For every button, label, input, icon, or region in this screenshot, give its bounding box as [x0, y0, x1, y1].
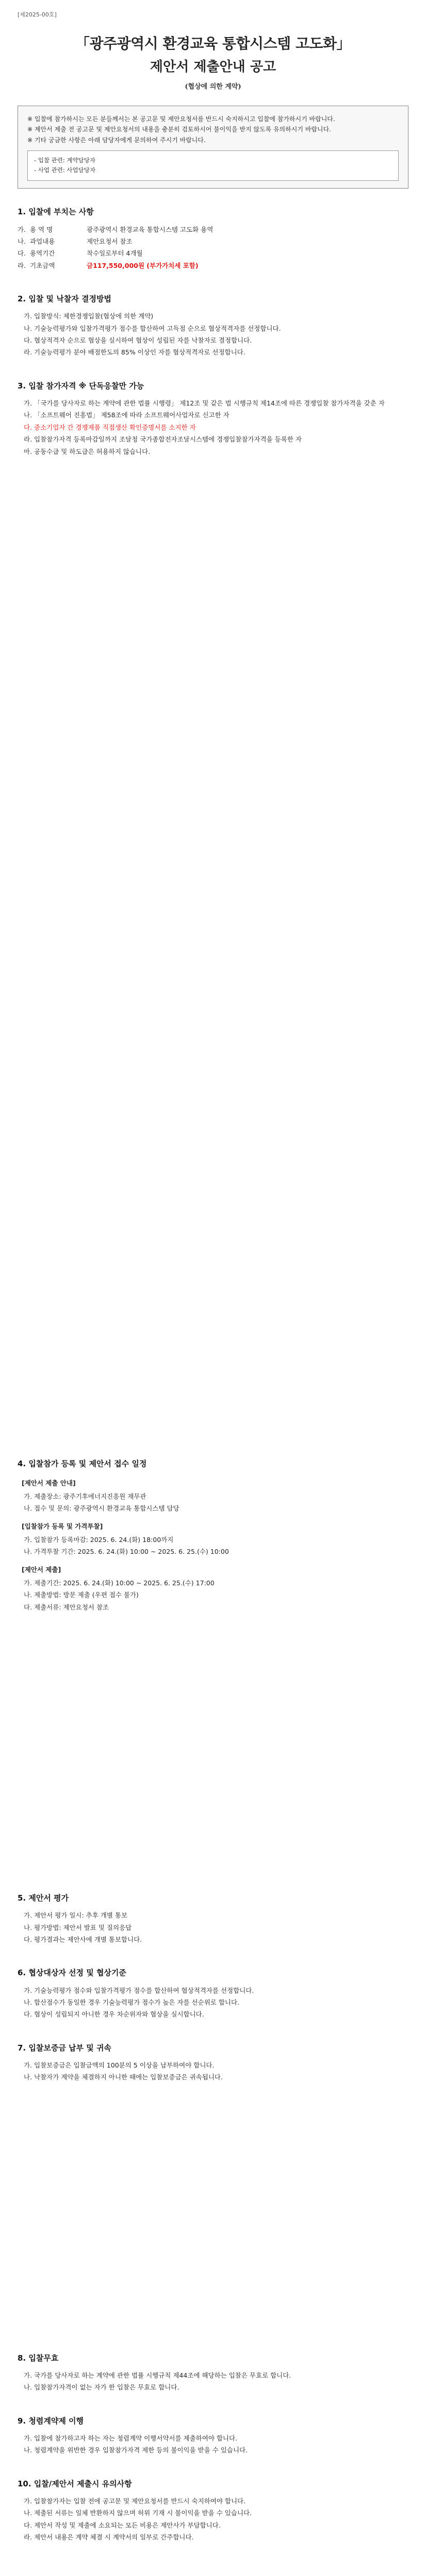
document-title [18, 32, 408, 92]
paragraph: 가. 기술능력평가 점수와 입찰가격평가 점수를 합산하여 협상적격자를 선정합니다. [24, 1986, 254, 1994]
section-heading: 4. 입찰참가 등록 및 제안서 접수 일정 [18, 1459, 147, 1468]
paragraph: 나. 입찰참가자격이 없는 자가 한 입찰은 무효로 합니다. [24, 2383, 179, 2392]
paragraph: 라. 제안서 내용은 계약 체결 시 계약서의 일부로 간주합니다. [24, 2533, 194, 2541]
section-heading: 3. 입찰 참가자격 ※ 단독응찰만 가능 [18, 381, 144, 391]
notice-line: ※ 기타 궁금한 사항은 아래 담당자에게 문의하여 주시기 바랍니다. [27, 137, 206, 144]
section-5 [18, 1892, 408, 1944]
paragraph: 나. 청렴계약을 위반한 경우 입찰참가자격 제한 등의 불이익을 받을 수 있습니다. [24, 2446, 248, 2454]
section-heading: 6. 협상대상자 선정 및 협상기준 [18, 1968, 126, 1978]
paragraph: 가. 제출기간: 2025. 6. 24.(화) 10:00 ~ 2025. 6. 25.(수) 17:00 [24, 1579, 215, 1587]
doc-label: [제2025-00호] [18, 11, 57, 18]
paragraph: 다. 협상이 성립되지 아니한 경우 차순위자와 협상을 실시합니다. [24, 2010, 204, 2019]
section-6 [18, 1967, 408, 2019]
paragraph: 나. 낙찰자가 계약을 체결하지 아니한 때에는 입찰보증금은 귀속됩니다. [24, 2073, 223, 2081]
paragraph: 나. 평가방법: 제안서 발표 및 질의응답 [24, 1923, 132, 1931]
section-heading: 10. 입찰/제안서 제출시 유의사항 [18, 2479, 132, 2488]
section-heading: 9. 청렴계약제 이행 [18, 2416, 84, 2426]
page-spacer [18, 2565, 408, 2576]
sub-heading: [제안서 제출] [22, 1566, 61, 1574]
section-1 [18, 206, 408, 270]
paragraph: 다. 평가결과는 제안사에 개별 통보합니다. [24, 1935, 142, 1943]
section-heading: 1. 입찰에 부치는 사항 [18, 207, 94, 217]
paragraph: 마. 공동수급 및 하도급은 허용하지 않습니다. [24, 447, 151, 455]
contact-line: - 사업 관련: 사업담당자 [34, 166, 95, 174]
paragraph: 나. 기술능력평가와 입찰가격평가 점수를 합산하여 고득점 순으로 협상적격자를 선정합니다. [24, 324, 281, 332]
paragraph: 가. 「국가를 당사자로 하는 계약에 관한 법률 시행령」 제12조 및 같은 법 시행규칙 제14조에 따른 경쟁입찰 참가자격을 갖춘 자 [24, 399, 385, 408]
info-row: 나. 과업내용 제안요청서 참조 [18, 237, 133, 245]
paragraph: 나. 제출방법: 방문 제출 (우편 접수 불가) [24, 1591, 139, 1599]
title-main: 「광주광역시 환경교육 통합시스템 고도화」 [75, 35, 351, 53]
title-type: (협상에 의한 계약) [185, 82, 241, 91]
title-sub: 제안서 제출안내 공고 [150, 59, 276, 75]
paragraph: 나. 가격투찰 기간: 2025. 6. 24.(화) 10:00 ~ 2025. 6. 25.(수) 10:00 [24, 1548, 229, 1556]
section-7 [18, 2042, 408, 2082]
paragraph: 가. 제안서 평가 일시: 추후 개별 통보 [24, 1911, 128, 1920]
paragraph: 나. 「소프트웨어 진흥법」 제58조에 따라 소프트웨어사업자로 신고한 자 [24, 411, 230, 419]
paragraph: 가. 입찰방식: 제한경쟁입찰(협상에 의한 계약) [24, 312, 154, 320]
paragraph: 가. 입찰참가자는 입찰 전에 공고문 및 제안요청서를 반드시 숙지하여야 합니다. [24, 2497, 246, 2505]
section-heading: 5. 제안서 평가 [18, 1893, 69, 1903]
sub-heading: [제안서 제출 안내] [22, 1479, 76, 1487]
contact-line: - 입찰 관련: 계약담당자 [34, 156, 95, 164]
notice-box [18, 106, 408, 189]
page-spacer [18, 2105, 408, 2352]
info-row: 다. 용역기간 착수일로부터 4개월 [18, 249, 143, 258]
paragraph: 다. 제출서류: 제안요청서 참조 [24, 1603, 109, 1611]
sub-heading: [입찰참가 등록 및 가격투찰] [22, 1522, 103, 1531]
section-2 [18, 293, 408, 358]
paragraph: 다. 협상적격자 순으로 협상을 실시하여 협상이 성립된 자를 낙찰자로 결정합니다. [24, 336, 252, 345]
paragraph: 가. 입찰참가 등록마감: 2025. 6. 24.(화) 18:00까지 [24, 1535, 174, 1544]
section-heading: 7. 입찰보증금 납부 및 귀속 [18, 2043, 111, 2053]
notice-line: ※ 입찰에 참가하시는 모든 분들께서는 본 공고문 및 제안요청서를 반드시 숙지하시고 입찰에 참가하시기 바랍니다. [27, 115, 335, 123]
info-row: 라. 기초금액 금117,550,000원 (부가가치세 포함) [18, 261, 199, 269]
section-9 [18, 2415, 408, 2455]
section-4 [18, 1458, 408, 1612]
contact-box [27, 150, 399, 181]
paragraph: 가. 입찰보증금은 입찰금액의 100분의 5 이상을 납부하여야 합니다. [24, 2061, 215, 2069]
paragraph: 라. 기술능력평가 분야 배점한도의 85% 이상인 자를 협상적격자로 선정합니다. [24, 348, 245, 357]
paragraph: 나. 제출된 서류는 일체 반환하지 않으며 허위 기재 시 불이익을 받을 수 있습니다. [24, 2509, 252, 2517]
paragraph: 라. 입찰참가자격 등록마감일까지 조달청 국가종합전자조달시스템에 경쟁입찰참가자격을 등록한 자 [24, 435, 302, 444]
paragraph: 나. 합산점수가 동일한 경우 기술능력평가 점수가 높은 자를 선순위로 합니다. [24, 1998, 240, 2006]
page-spacer [18, 479, 408, 1458]
section-3 [18, 380, 408, 456]
section-8 [18, 2352, 408, 2393]
section-heading: 2. 입찰 및 낙찰자 결정방법 [18, 294, 111, 304]
section-10 [18, 2478, 408, 2543]
paragraph: 나. 접수 및 문의: 광주광역시 환경교육 통합시스템 담당 [24, 1504, 179, 1512]
notice-line: ※ 제안서 제출 전 공고문 및 제안요청서의 내용을 충분히 검토하시어 불이익을 받지 않도록 유의하시기 바랍니다. [27, 126, 331, 133]
page-spacer [18, 1635, 408, 1892]
paragraph: 가. 입찰에 참가하고자 하는 자는 청렴계약 이행서약서를 제출하여야 합니다. [24, 2434, 238, 2442]
section-heading: 8. 입찰무효 [18, 2353, 59, 2363]
paragraph: 다. 제안서 작성 및 제출에 소요되는 모든 비용은 제안사가 부담합니다. [24, 2521, 221, 2529]
paragraph: 다. 중소기업자 간 경쟁제품 직접생산 확인증명서를 소지한 자 [24, 423, 196, 431]
info-row: 가. 용 역 명 광주광역시 환경교육 통합시스템 고도화 용역 [18, 225, 214, 233]
paragraph: 가. 국가를 당사자로 하는 계약에 관한 법률 시행규칙 제44조에 해당하는 입찰은 무효로 합니다. [24, 2371, 291, 2379]
paragraph: 가. 제출장소: 광주기후에너지진흥원 재무관 [24, 1492, 146, 1500]
